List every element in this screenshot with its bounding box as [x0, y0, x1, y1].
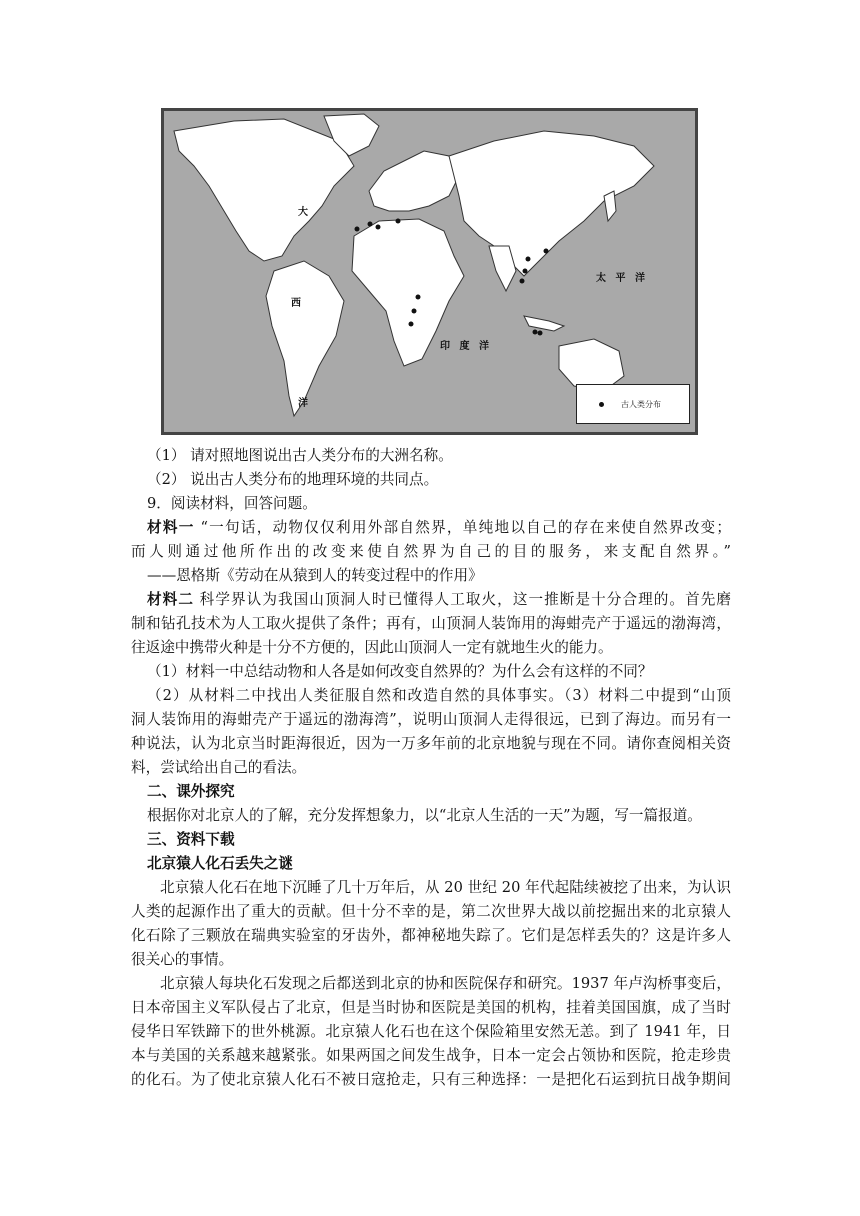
site-dot — [412, 309, 417, 314]
q8-sub1: （1） 请对照地图说出古人类分布的大洲名称。 — [147, 447, 453, 464]
q9-material1-source: ——恩格斯《劳动在从猿到人的转变过程中的作用》 — [147, 567, 483, 584]
q9-question-b-line1: （2）从材料二中找出人类征服自然和改造自然的具体事实。（3）材料二中提到“山顶 — [147, 687, 731, 704]
q9-question-b-line3: 种说法，认为北京当时距海很近，因为一万多年前的北京地貌与现在不同。请你查阅相关资 — [131, 735, 731, 752]
site-dot — [544, 249, 549, 254]
section-3 — [131, 828, 731, 1092]
atlantic-label-1: 大 — [298, 207, 308, 218]
article-p1-line: 北京猿人化石在地下沉睡了几十万年后，从 20 世纪 20 年代起陆续被挖了出来，为认识 — [160, 879, 731, 896]
site-dot — [533, 330, 538, 335]
article-p2-line: 侵华日军铁蹄下的世外桃源。北京猿人化石也在这个保险箱里安然无恙。到了 1941 年，日 — [131, 1023, 731, 1040]
world-map — [161, 108, 698, 435]
legend-label: 古人类分布 — [621, 400, 661, 409]
atlantic-label-3: 洋 — [298, 398, 308, 409]
site-dot — [523, 269, 528, 274]
europe-shape — [369, 151, 459, 211]
q9-question-b-line4: 料，尝试给出自己的看法。 — [131, 759, 307, 776]
q9-material2-line1 — [131, 588, 731, 612]
indian-ocean-label: 印 度 洋 — [440, 341, 489, 352]
indonesia-shape — [524, 316, 564, 331]
q9-material1-line2: 而人则通过他所作出的改变来使自然界为自己的目的服务，来支配自然界。” — [131, 543, 731, 560]
q9-question-b-line2: 洞人装饰用的海蚶壳产于遥远的渤海湾”，说明山顶洞人走得很远，已到了海边。而另有一 — [131, 711, 731, 728]
asia-shape — [449, 131, 654, 276]
material2-label: 材料二 — [147, 591, 194, 608]
material1-text: “一句话，动物仅仅利用外部自然界，单纯地以自己的存在来使自然界改变； — [194, 519, 731, 536]
site-dot — [409, 322, 414, 327]
material2-text: 科学界认为我国山顶洞人时已懂得人工取火，这一推断是十分合理的。首先磨 — [193, 591, 731, 608]
q9-title: 9．阅读材料，回答问题。 — [147, 495, 317, 512]
section-2 — [131, 780, 731, 828]
section-3-heading: 三、资料下载 — [147, 831, 235, 848]
north-america-shape — [174, 119, 354, 261]
site-dot — [368, 222, 373, 227]
q9-material2-line3: 往返途中携带火种是十分不方便的，因此山顶洞人一定有就地生火的能力。 — [131, 639, 613, 656]
site-dot — [376, 225, 381, 230]
site-dot — [396, 219, 401, 224]
site-dot — [526, 257, 531, 262]
material1-label: 材料一 — [147, 519, 195, 536]
q9-material1-line1 — [131, 516, 731, 540]
site-dot — [416, 295, 421, 300]
q9-material2-line2: 制和钻孔技术为人工取火提供了条件；再有，山顶洞人装饰用的海蚶壳产于遥远的渤海湾， — [131, 615, 731, 632]
article-p1-line: 人类的起源作出了重大的贡献。但十分不幸的是，第二次世界大战以前挖掘出来的北京猿人 — [131, 903, 731, 920]
japan-shape — [604, 191, 616, 221]
article-p2-line: 日本帝国主义军队侵占了北京，但是当时协和医院是美国的机构，挂着美国国旗，成了当时 — [131, 999, 731, 1016]
article-p2-line: 北京猿人每块化石发现之后都送到北京的协和医院保存和研究。1937 年卢沟桥事变后， — [160, 975, 731, 992]
section-2-heading: 二、课外探究 — [147, 783, 235, 800]
south-america-shape — [266, 261, 344, 416]
map-legend — [576, 384, 690, 424]
pacific-label: 太 平 洋 — [596, 273, 645, 284]
question-9 — [131, 492, 731, 780]
atlantic-label-2: 西 — [291, 298, 301, 309]
legend-dot-icon — [599, 402, 604, 407]
article-p2-line: 本与美国的关系越来越紧张。如果两国之间发生战争，日本一定会占领协和医院，抢走珍贵 — [131, 1047, 731, 1064]
site-dot — [520, 279, 525, 284]
article-title: 北京猿人化石丢失之谜 — [147, 855, 293, 872]
article-p1-line: 很关心的事情。 — [131, 951, 234, 968]
q9-question-a: （1）材料一中总结动物和人各是如何改变自然界的？为什么会有这样的不同？ — [147, 663, 653, 680]
site-dot — [355, 227, 360, 232]
section-2-body: 根据你对北京人的了解，充分发挥想象力，以“北京人生活的一天”为题，写一篇报道。 — [147, 807, 702, 824]
site-dot — [538, 331, 543, 336]
article-p2-line: 的化石。为了使北京猿人化石不被日寇抢走，只有三种选择：一是把化石运到抗日战争期间 — [131, 1071, 731, 1088]
article-p1-line: 化石除了三颗放在瑞典实验室的牙齿外，都神秘地失踪了。它们是怎样丢失的？这是许多人 — [131, 927, 731, 944]
q8-sub2: （2） 说出古人类分布的地理环境的共同点。 — [147, 471, 439, 488]
question-8-subitems — [131, 444, 731, 492]
